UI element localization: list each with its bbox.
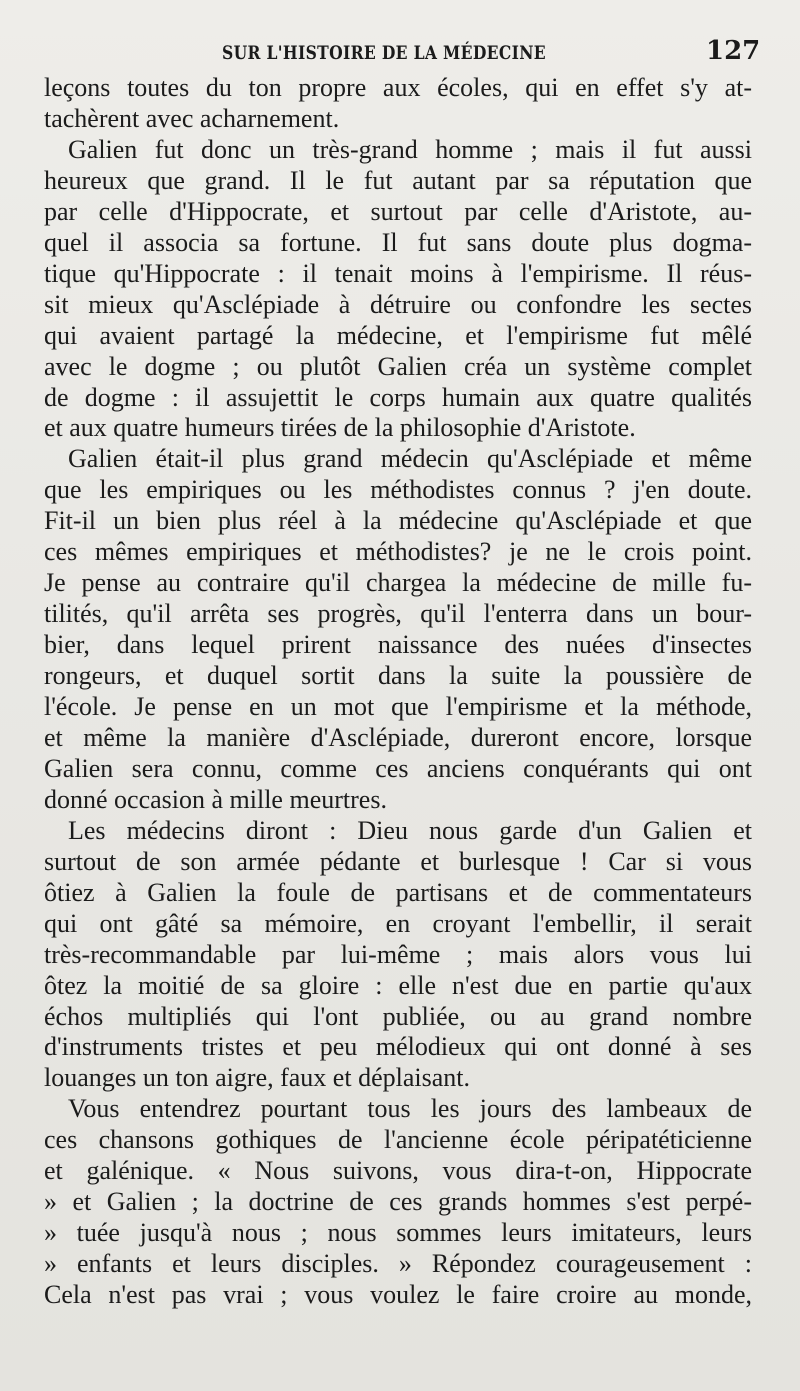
text-line: Galien fut donc un très-grand homme ; mais il fut aussi bbox=[68, 134, 752, 164]
text-line: sit mieux qu'Asclépiade à détruire ou confondre les sectes bbox=[44, 289, 752, 319]
text-line: et galénique. « Nous suivons, vous dira-t-on, Hippocrate bbox=[44, 1156, 752, 1186]
text-line: de dogme : il assujettit le corps humain aux quatre qualités bbox=[44, 382, 752, 412]
text-line: qui avaient partagé la médecine, et l'empirisme fut mêlé bbox=[44, 320, 752, 350]
text-line: ôtez la moitié de sa gloire : elle n'est due en partie qu'aux bbox=[44, 970, 752, 1000]
text-line: rongeurs, et duquel sortit dans la suite la poussière de bbox=[44, 661, 752, 691]
text-line: Vous entendrez pourtant tous les jours des lambeaux de bbox=[68, 1094, 752, 1124]
text-line: leçons toutes du ton propre aux écoles, qui en effet s'y at- bbox=[44, 73, 752, 102]
text-line: ôtiez à Galien la foule de partisans et de commentateurs bbox=[44, 877, 752, 907]
text-line: ces mêmes empiriques et méthodistes? je ne le crois point. bbox=[44, 537, 752, 567]
text-line: Galien était-il plus grand médecin qu'Asclépiade et même bbox=[68, 444, 752, 474]
text-line: Fit-il un bien plus réel à la médecine qu'Asclépiade et que bbox=[44, 506, 752, 536]
text-line: tilités, qu'il arrêta ses progrès, qu'il l'enterra dans un bour- bbox=[44, 599, 752, 629]
text-line: ces chansons gothiques de l'ancienne école péripatéticienne bbox=[44, 1125, 752, 1155]
text-line: Cela n'est pas vrai ; vous voulez le faire croire au monde, bbox=[44, 1280, 752, 1310]
running-head-title: SUR L'HISTOIRE DE LA MÉDECINE bbox=[222, 42, 547, 64]
text-line: » enfants et leurs disciples. » Répondez courageusement : bbox=[44, 1249, 752, 1279]
text-line: par celle d'Hippocrate, et surtout par celle d'Aristote, au- bbox=[44, 196, 752, 226]
page-number: 127 bbox=[706, 36, 761, 66]
text-line: heureux que grand. Il le fut autant par sa réputation que bbox=[44, 165, 752, 195]
text-line: » et Galien ; la doctrine de ces grands hommes s'est perpé- bbox=[44, 1187, 752, 1217]
text-line: et même la manière d'Asclépiade, dureront encore, lorsque bbox=[44, 722, 752, 752]
text-line: tachèrent avec acharnement. bbox=[44, 103, 340, 133]
text-line: qui ont gâté sa mémoire, en croyant l'embellir, il serait bbox=[44, 908, 752, 938]
text-line: échos multipliés qui l'ont publiée, ou au grand nombre bbox=[44, 1001, 752, 1031]
text-line: tique qu'Hippocrate : il tenait moins à l'empirisme. Il réus- bbox=[44, 258, 752, 288]
text-line: Galien sera connu, comme ces anciens conquérants qui ont bbox=[44, 753, 752, 783]
running-head bbox=[0, 38, 800, 74]
text-line: Je pense au contraire qu'il chargea la médecine de mille fu- bbox=[44, 568, 752, 598]
text-line: surtout de son armée pédante et burlesque ! Car si vous bbox=[44, 846, 752, 876]
text-line: quel il associa sa fortune. Il fut sans doute plus dogma- bbox=[44, 227, 752, 257]
text-line: et aux quatre humeurs tirées de la philosophie d'Aristote. bbox=[44, 413, 636, 443]
text-line: donné occasion à mille meurtres. bbox=[44, 784, 387, 814]
text-line: » tuée jusqu'à nous ; nous sommes leurs imitateurs, leurs bbox=[44, 1218, 752, 1248]
text-line: l'école. Je pense en un mot que l'empirisme et la méthode, bbox=[44, 692, 752, 721]
text-line: que les empiriques ou les méthodistes connus ? j'en doute. bbox=[44, 475, 752, 505]
text-line: bier, dans lequel prirent naissance des nuées d'insectes bbox=[44, 630, 752, 660]
text-line: Les médecins diront : Dieu nous garde d'un Galien et bbox=[68, 815, 752, 845]
text-line: très-recommandable par lui-même ; mais alors vous lui bbox=[44, 939, 752, 969]
text-line: avec le dogme ; ou plutôt Galien créa un système complet bbox=[44, 351, 752, 381]
text-line: louanges un ton aigre, faux et déplaisant. bbox=[44, 1063, 470, 1093]
text-line: d'instruments tristes et peu mélodieux qui ont donné à ses bbox=[44, 1032, 752, 1062]
